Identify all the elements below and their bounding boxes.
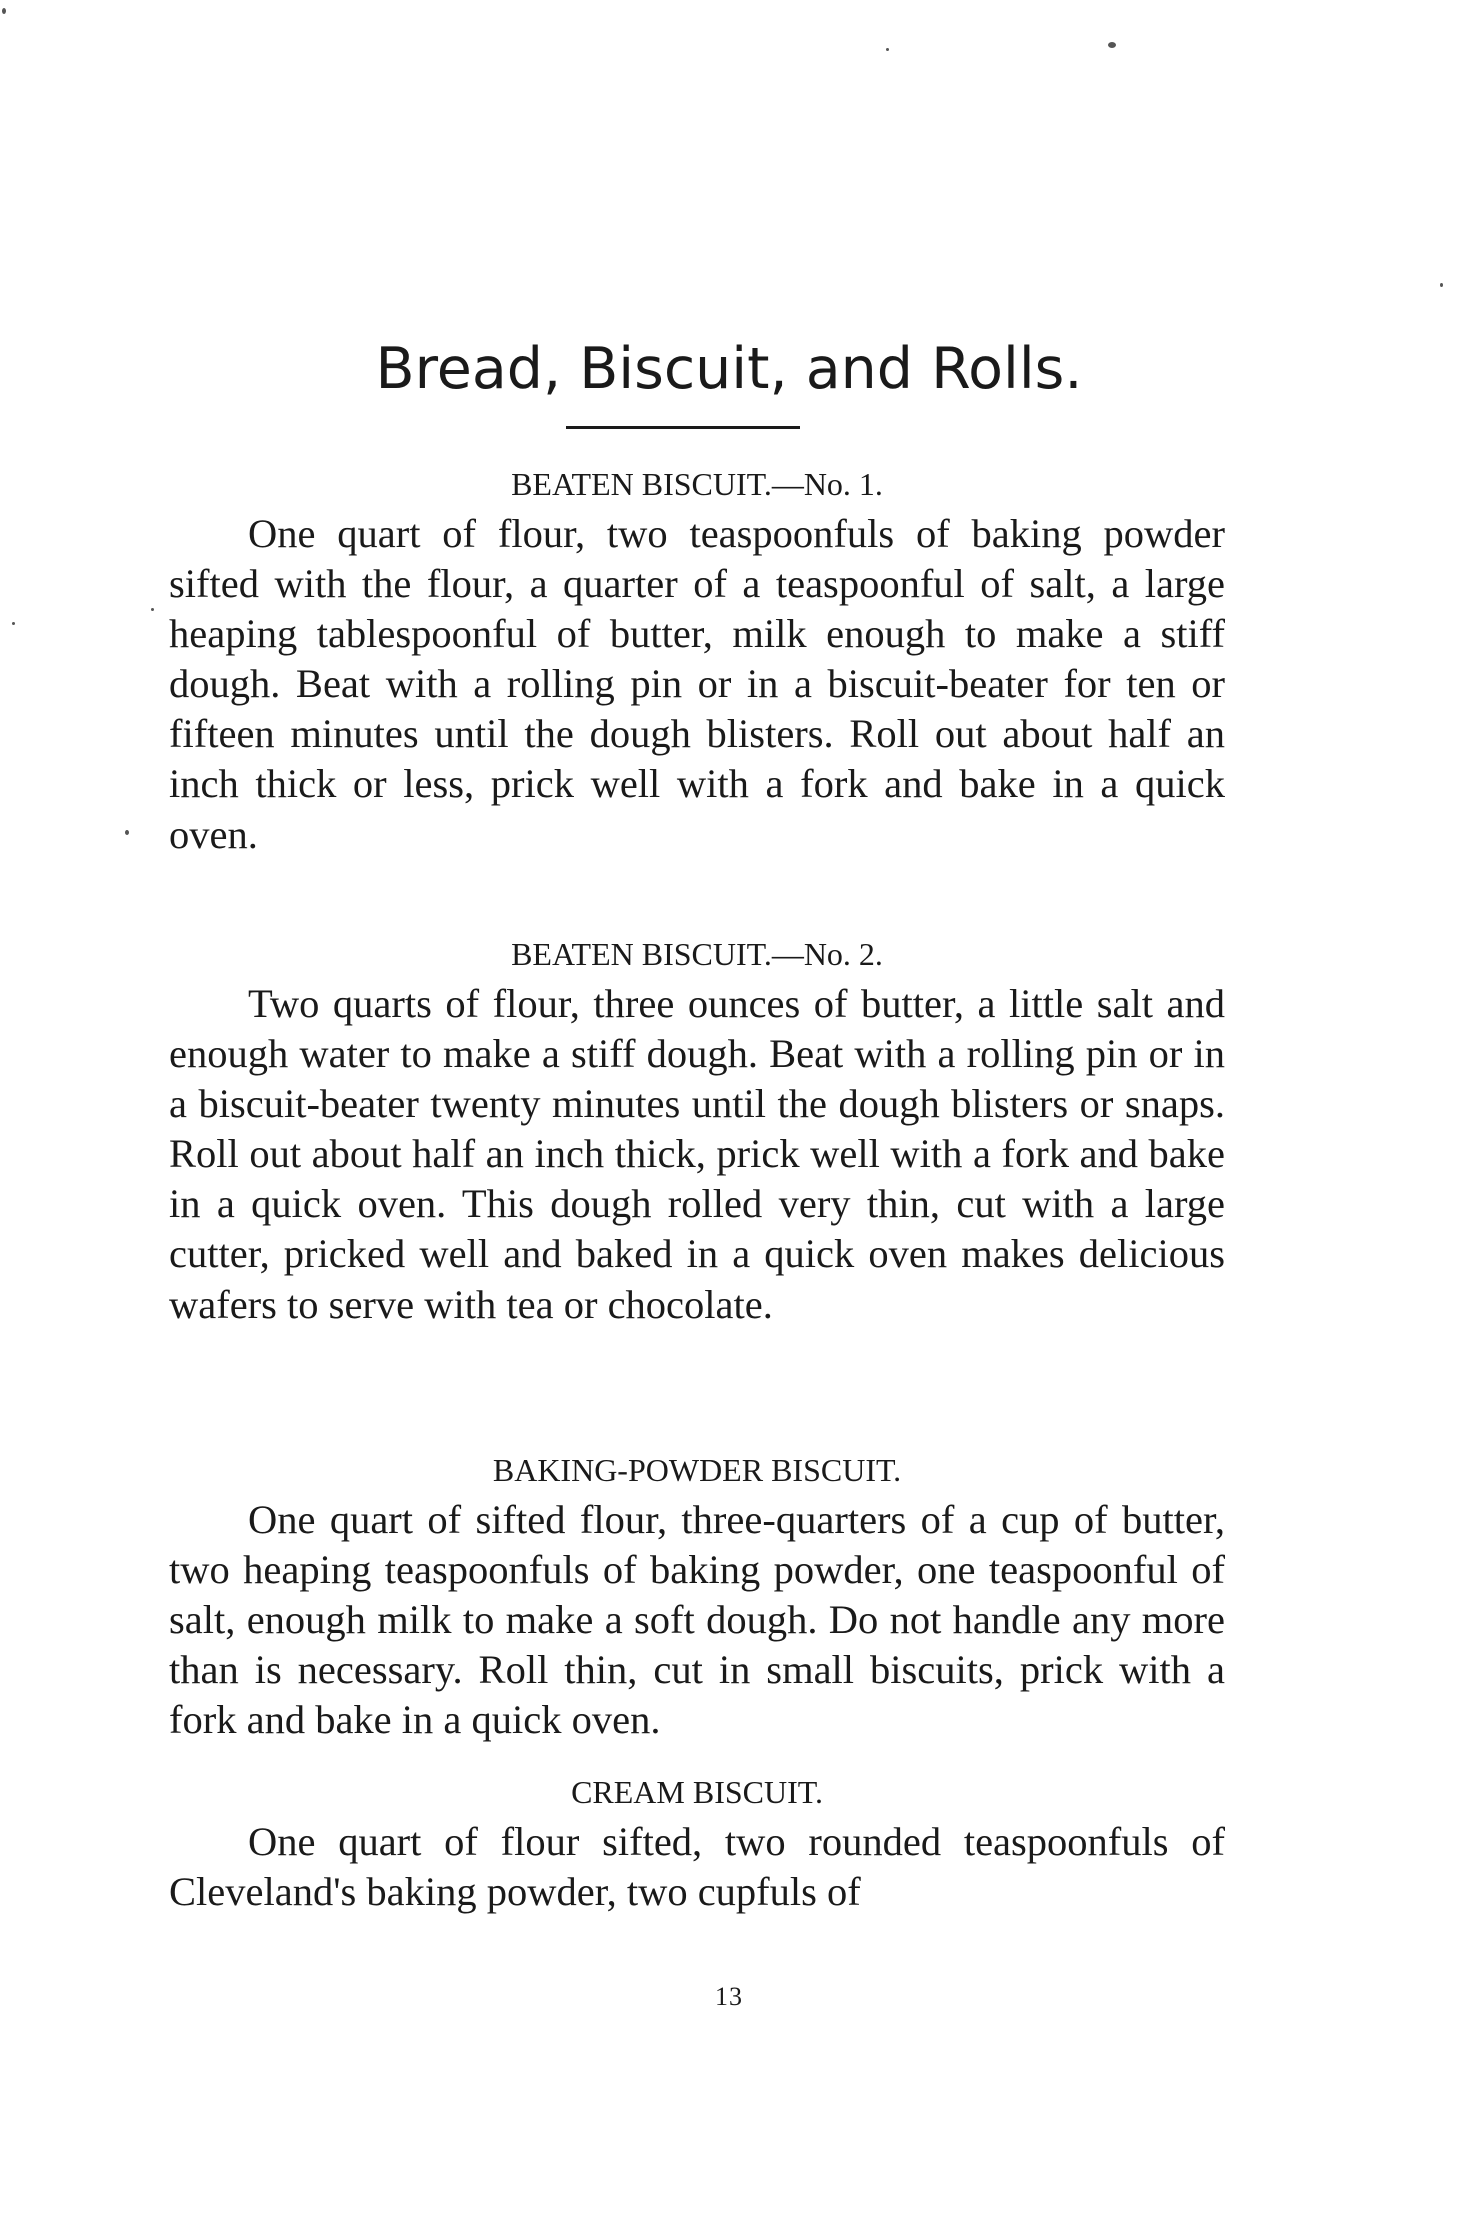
recipe-heading: CREAM BISCUIT. bbox=[571, 1774, 823, 1810]
scan-speck bbox=[1108, 42, 1116, 48]
recipe-text: Two quarts of flour, three ounces of butter, a little salt and enough water to make a stiff dough. Beat with a rolling pin or in a biscuit-beater twenty minutes until the dough blisters or snaps. Roll out about half an inch thick, prick well with a fork and bake in a quick oven. This dough rolled very thin, cut with a large cutter, pricked well and baked in a quick oven makes delicious wafers to serve with tea or chocolate. bbox=[169, 981, 1225, 1327]
scan-speck bbox=[1440, 283, 1443, 287]
scan-speck bbox=[151, 608, 154, 611]
recipe-heading: BEATEN BISCUIT.—No. 2. bbox=[511, 936, 883, 972]
scan-speck bbox=[2, 8, 6, 14]
recipe-heading: BAKING-POWDER BISCUIT. bbox=[492, 1452, 902, 1488]
scan-speck bbox=[886, 48, 889, 51]
chapter-title: Bread, Biscuit, and Rolls. bbox=[375, 336, 1083, 402]
recipe-beaten-biscuit-2 bbox=[169, 929, 1225, 1330]
recipe-text: One quart of flour sifted, two rounded teaspoonfuls of Cleveland's baking powder, two cupfuls of bbox=[169, 1819, 1225, 1915]
scan-speck bbox=[12, 622, 15, 625]
recipe-heading: BEATEN BISCUIT.—No. 1. bbox=[511, 466, 883, 502]
recipe-cream-biscuit bbox=[169, 1767, 1225, 1917]
recipe-text: One quart of sifted flour, three-quarters of a cup of butter, two heaping teaspoonfuls of baking powder, one teaspoonful of salt, enough milk to make a soft dough. Do not handle any more than is necessary. Roll thin, cut in small biscuits, prick with a fork and bake in a quick oven. bbox=[169, 1497, 1225, 1743]
recipe-baking-powder-biscuit bbox=[169, 1445, 1225, 1745]
recipe-beaten-biscuit-1 bbox=[169, 459, 1225, 860]
scan-speck bbox=[125, 830, 129, 835]
page-number: 13 bbox=[715, 1982, 743, 2011]
recipe-text: One quart of flour, two teaspoonfuls of baking powder sifted with the flour, a quarter of a teaspoonful of salt, a large heaping tablespoonful of butter, milk enough to make a stiff dough. Beat with a rolling pin or in a biscuit-beater for ten or fifteen minutes until the dough blisters. Roll out about half an inch thick or less, prick well with a fork and bake in a quick oven. bbox=[169, 511, 1225, 857]
title-rule bbox=[566, 426, 800, 429]
